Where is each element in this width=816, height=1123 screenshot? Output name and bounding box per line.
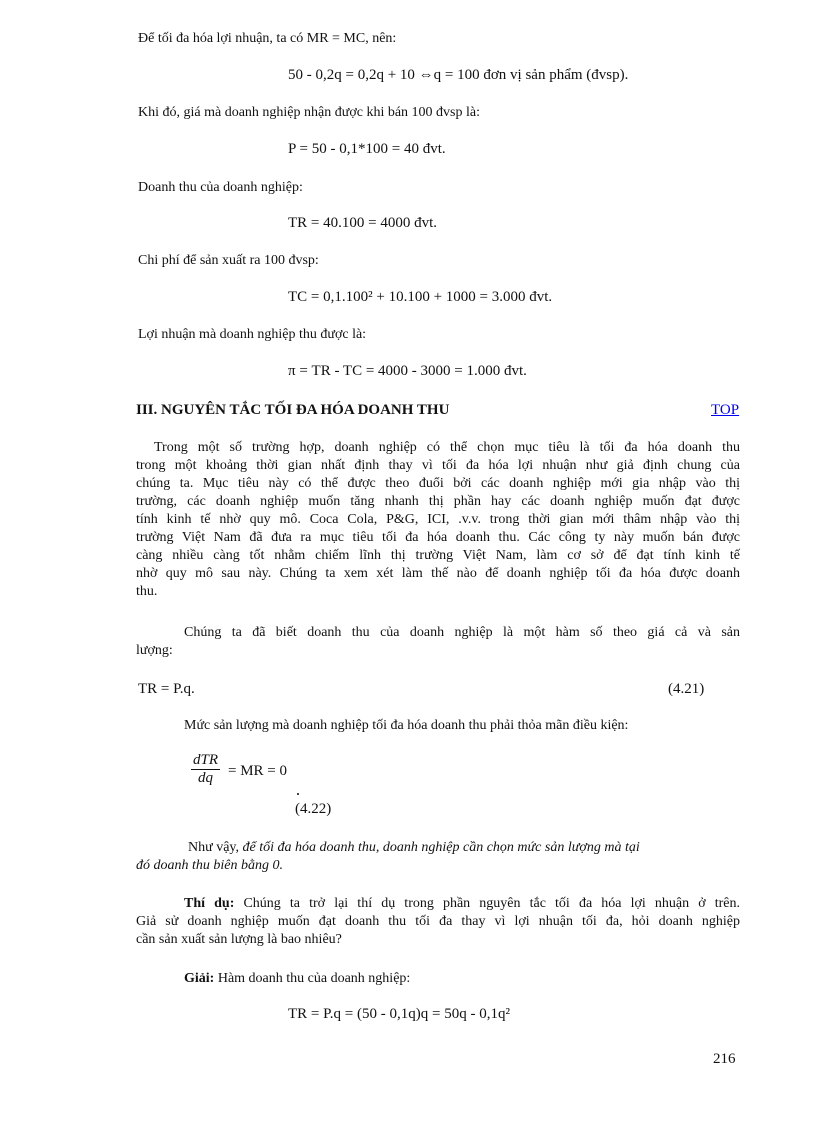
conclusion-line: đó doanh thu biên bằng 0. xyxy=(136,858,283,873)
equation-line: π = TR - TC = 4000 - 3000 = 1.000 đvt. xyxy=(288,363,527,379)
solution-label: Giải: xyxy=(184,971,215,986)
text-line: Lợi nhuận mà doanh nghiệp thu được là: xyxy=(138,327,367,342)
equation-number: (4.22) xyxy=(295,801,332,817)
paragraph-line: trường, các doanh nghiệp muốn tăng nhanh thị phần hay các doanh nghiệp muốn đạt được xyxy=(136,494,740,509)
example-label: Thí dụ: xyxy=(184,896,235,911)
paragraph-line: Chúng ta đã biết doanh thu của doanh nghiệp là một hàm số theo giá cả và sản xyxy=(184,625,740,640)
fraction-denominator: dq xyxy=(198,770,213,786)
paragraph-line: Giả sử doanh nghiệp muốn đạt doanh thu tối đa thay vì lợi nhuận tối đa, hỏi doanh nghiệp xyxy=(136,914,740,929)
equation-number: (4.21) xyxy=(668,681,705,697)
paragraph-line: cần sản xuất sản lượng là bao nhiêu? xyxy=(136,932,342,947)
equation-line: P = 50 - 0,1*100 = 40 đvt. xyxy=(288,141,446,157)
equation-line: TR = 40.100 = 4000 đvt. xyxy=(288,215,438,231)
text-line: Khi đó, giá mà doanh nghiệp nhận được khi bán 100 đvsp là: xyxy=(138,105,480,120)
equation-line: TR = P.q = (50 - 0,1q)q = 50q - 0,1q² xyxy=(288,1006,510,1022)
paragraph-line: trong một khoảng thời gian nhất định thay vì tối đa hóa lợi nhuận như giả định chung của xyxy=(136,458,740,473)
section-title: III. NGUYÊN TẮC TỐI ĐA HÓA DOANH THU xyxy=(136,402,450,418)
conclusion-italic: để tối đa hóa doanh thu, doanh nghiệp cần chọn mức sản lượng mà tại xyxy=(242,840,640,855)
example-text: Chúng ta trở lại thí dụ trong phần nguyên tắc tối đa hóa lợi nhuận ở trên. xyxy=(234,896,740,911)
paragraph-revenue-function xyxy=(136,624,740,660)
page-number: 216 xyxy=(713,1051,736,1067)
equation-4-22-rhs: = MR = 0 xyxy=(228,763,288,779)
equation-line: TC = 0,1.100² + 10.100 + 1000 = 3.000 đvt. xyxy=(288,289,553,305)
solution-text: Hàm doanh thu của doanh nghiệp: xyxy=(214,971,411,986)
paragraph-line: Trong một số trường hợp, doanh nghiệp có thể chọn mục tiêu là tối đa hóa doanh thu xyxy=(154,440,740,455)
paragraph-line: nhờ quy mô sau này. Chúng ta xem xét làm thế nào để doanh nghiệp tối đa hóa được doanh xyxy=(136,566,740,581)
conclusion-lead: Như vậy, xyxy=(188,840,243,855)
equation-line: 50 - 0,2q = 0,2q + 10 ⇔q = 100 đơn vị sản phẩm (đvsp). xyxy=(288,67,629,83)
equation-4-21: TR = P.q. xyxy=(138,681,195,697)
fraction-numerator: dTR xyxy=(193,752,219,768)
conclusion-line xyxy=(188,839,640,857)
example-paragraph xyxy=(136,895,740,949)
paragraph-line: càng nhiều càng tốt nhằm chiếm lĩnh thị trường Việt Nam, làm cơ sở để đạt tính kinh tế xyxy=(136,548,740,563)
paragraph-line: chúng ta. Mục tiêu này có thể được theo đuổi bởi các doanh nghiệp mới gia nhập vào thị xyxy=(136,476,740,491)
text-line: Mức sản lượng mà doanh nghiệp tối đa hóa doanh thu phải thỏa mãn điều kiện: xyxy=(184,718,629,733)
top-link[interactable]: TOP xyxy=(711,402,740,418)
paragraph-intro xyxy=(136,439,740,601)
text-line: Để tối đa hóa lợi nhuận, ta có MR = MC, nên: xyxy=(138,31,397,46)
dot-mark xyxy=(297,793,299,795)
paragraph-line: tính kinh tế nhờ quy mô. Coca Cola, P&G, ICI, .v.v. trong thời gian mới thâm nhập vào thị xyxy=(136,512,740,527)
text-line: Chi phí để sản xuất ra 100 đvsp: xyxy=(138,253,319,268)
paragraph-line: trường Việt Nam đã đưa ra mục tiêu tối đa hóa doanh thu. Các công ty này muốn bán được xyxy=(136,530,740,545)
paragraph-line: thu. xyxy=(136,584,158,599)
paragraph-line xyxy=(136,895,740,913)
fraction-dtr-dq xyxy=(191,752,220,787)
paragraph-line: lượng: xyxy=(136,643,173,658)
solution-line xyxy=(184,970,410,988)
text-line: Doanh thu của doanh nghiệp: xyxy=(138,180,303,195)
